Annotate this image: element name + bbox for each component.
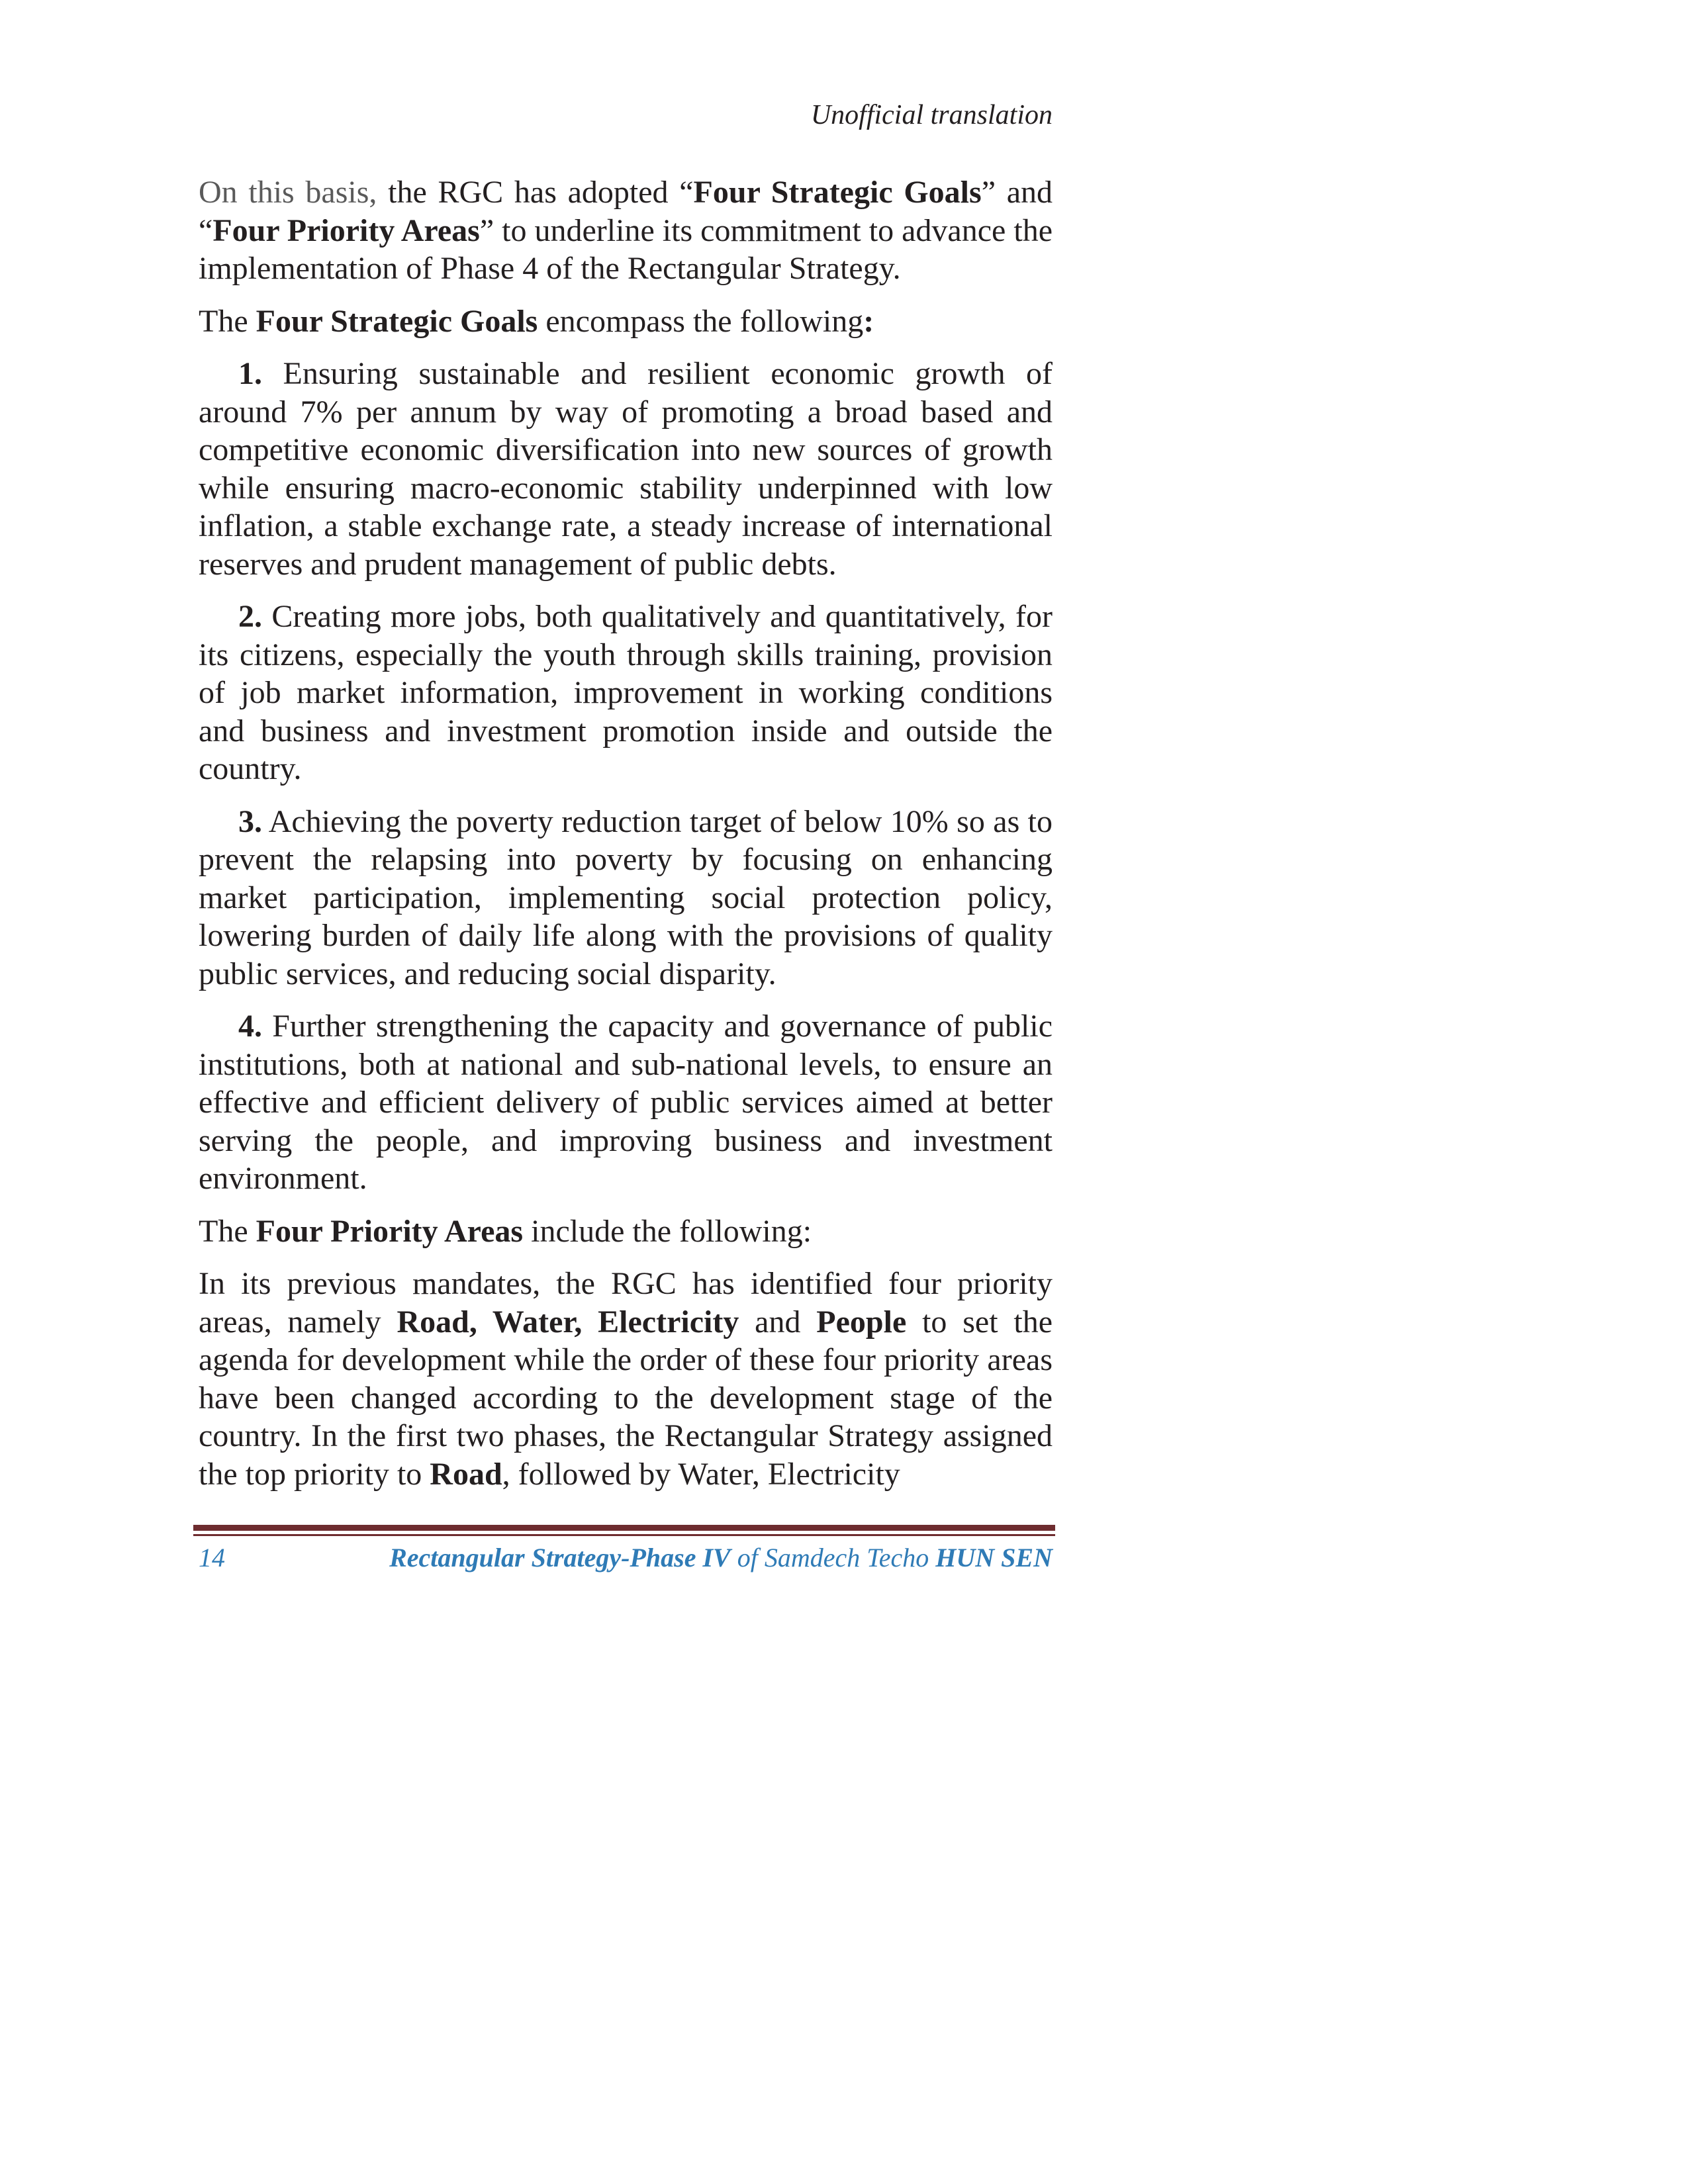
goal-number: 1. — [238, 356, 262, 391]
areas-paragraph — [199, 1265, 1053, 1493]
header-note: Unofficial translation — [810, 100, 1053, 130]
areas-heading-bold: Four Priority Areas — [256, 1213, 524, 1249]
intro-text-3: ” to underline its commitment to advance the implementation of Phase 4 of the Rectangular Strategy. — [199, 212, 1053, 286]
goal-item-3 — [199, 803, 1053, 993]
goal-number: 2. — [238, 599, 262, 634]
goal-item-4 — [199, 1007, 1053, 1198]
running-title — [389, 1539, 1053, 1576]
areas-bold-people: People — [816, 1304, 907, 1340]
footer-rule-thin — [193, 1534, 1055, 1536]
intro-bold-areas: Four Priority Areas — [212, 212, 480, 248]
areas-bold-road-water-electricity: Road, Water, Electricity — [397, 1304, 739, 1340]
goals-heading-bold: Four Strategic Goals — [256, 303, 538, 339]
goal-number: 3. — [238, 803, 262, 839]
goals-heading-text-2: encompass the following — [538, 303, 864, 339]
goals-heading-colon: : — [863, 303, 874, 339]
page-number: 14 — [199, 1543, 225, 1572]
running-title-middle: of Samdech Techo — [730, 1543, 936, 1572]
goal-item-1 — [199, 355, 1053, 583]
intro-lead: On this basis, — [199, 175, 377, 210]
areas-text-2: and — [739, 1304, 817, 1340]
running-title-name: HUN SEN — [935, 1543, 1053, 1572]
goal-text: Further strengthening the capacity and governance of public institutions, both at national and sub-national levels, to ensure an effective and efficient delivery of public services aimed at better serving the people, and improving business and investment environment. — [199, 1009, 1053, 1196]
areas-text-1: In its previous mandates, the RGC has identified four priority areas, namely — [199, 1266, 1053, 1340]
goals-heading — [199, 302, 1053, 341]
footer-rule-thick — [193, 1525, 1055, 1531]
areas-text-4: , followed by Water, Electricity — [502, 1456, 900, 1492]
areas-heading-text-1: The — [199, 1213, 256, 1249]
goals-heading-text-1: The — [199, 303, 256, 339]
intro-bold-goals: Four Strategic Goals — [693, 175, 982, 210]
intro-text-2: ” and “ — [199, 175, 1053, 248]
document-body — [199, 173, 1053, 1508]
areas-bold-road: Road — [430, 1456, 502, 1492]
areas-heading-text-2: include the following: — [523, 1213, 812, 1249]
areas-heading — [199, 1212, 1053, 1251]
page-footer — [199, 1539, 1053, 1579]
goal-item-2 — [199, 598, 1053, 788]
intro-paragraph — [199, 173, 1053, 288]
running-title-bold: Rectangular Strategy-Phase IV — [389, 1543, 731, 1572]
goal-text: Creating more jobs, both qualitatively and quantitatively, for its citizens, especially the youth through skills training, provision of job market information, improvement in working conditions and business and investment promotion inside and outside the country. — [199, 599, 1053, 786]
areas-text-3: to set the agenda for development while the order of these four priority areas have been changed according to the development stage of the country. In the first two phases, the Rectangular Strategy assigned the top priority to — [199, 1304, 1053, 1492]
goal-text: Achieving the poverty reduction target of below 10% so as to prevent the relapsing into poverty by focusing on enhancing market participation, implementing social protection policy, lowering burden of daily life along with the provisions of quality public services, and reducing social disparity. — [199, 803, 1053, 991]
goal-number: 4. — [238, 1009, 262, 1044]
goal-text: Ensuring sustainable and resilient economic growth of around 7% per annum by way of promoting a broad based and competitive economic diversification into new sources of growth while ensuring macro-economic stability underpinned with low inflation, a stable exchange rate, a steady increase of international reserves and prudent management of public debts. — [199, 356, 1053, 582]
intro-text-1: the RGC has adopted “ — [377, 175, 694, 210]
